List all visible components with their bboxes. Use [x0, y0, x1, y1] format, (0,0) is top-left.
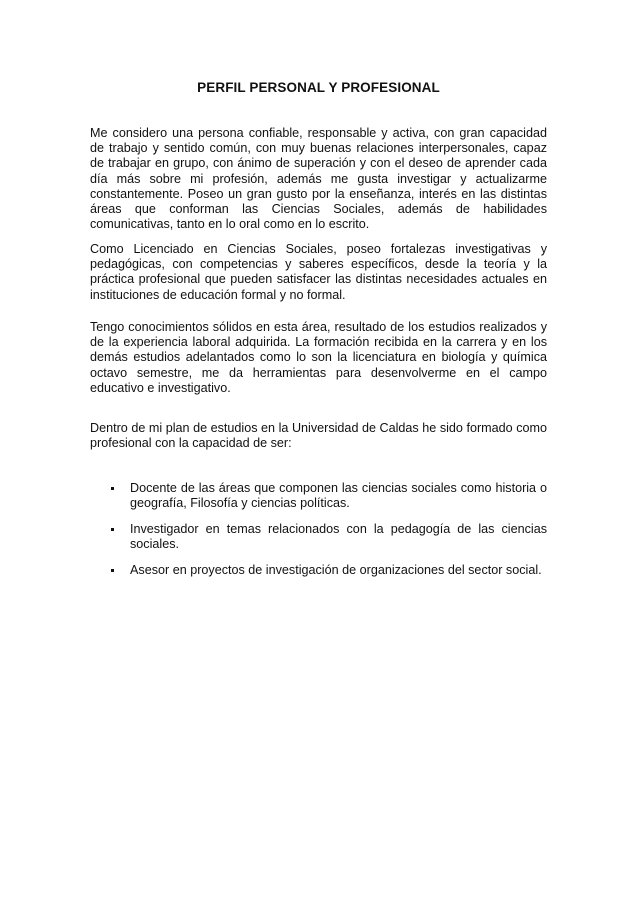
- profile-paragraph-strengths: Como Licenciado en Ciencias Sociales, poseo fortalezas investigativas y pedagógicas, con competencias y saberes específicos, desde la teoría y la práctica profesional que pueden satisfacer las distintas necesidades actuales en instituciones de educación formal y no formal.: [90, 242, 547, 302]
- square-bullet-icon: [111, 528, 114, 531]
- list-item-teacher: [108, 481, 547, 511]
- page-title: PERFIL PERSONAL Y PROFESIONAL: [197, 80, 440, 95]
- list-item-text: Docente de las áreas que componen las ciencias sociales como historia o geografía, Filosofía y ciencias políticas.: [130, 481, 547, 511]
- capabilities-list: [108, 481, 547, 589]
- list-item-researcher: [108, 522, 547, 552]
- list-item-advisor: [108, 563, 547, 578]
- list-item-text: Asesor en proyectos de investigación de organizaciones del sector social.: [130, 562, 542, 577]
- list-item-text: Investigador en temas relacionados con la pedagogía de las ciencias sociales.: [130, 521, 547, 552]
- square-bullet-icon: [111, 487, 114, 490]
- square-bullet-icon: [111, 569, 114, 572]
- profile-paragraph-studies: Dentro de mi plan de estudios en la Universidad de Caldas he sido formado como profesional con la capacidad de ser:: [90, 421, 547, 451]
- profile-paragraph-personal: Me considero una persona confiable, responsable y activa, con gran capacidad de trabajo y sentido común, con muy buenas relaciones interpersonales, capaz de trabajar en grupo, con ánimo de superación y con el deseo de aprender cada día más sobre mi profesión, además me gusta investigar y actualizarme constantemente. Poseo un gran gusto por la enseñanza, interés en las distintas áreas que conforman las Ciencias Sociales, además de habilidades comunicativas, tanto en lo oral como en lo escrito.: [90, 126, 547, 232]
- profile-paragraph-knowledge: Tengo conocimientos sólidos en esta área, resultado de los estudios realizados y de la experiencia laboral adquirida. La formación recibida en la carrera y en los demás estudios adelantados como lo son la licenciatura en biología y química octavo semestre, me da herramientas para desenvolverme en el campo educativo e investigativo.: [90, 320, 547, 395]
